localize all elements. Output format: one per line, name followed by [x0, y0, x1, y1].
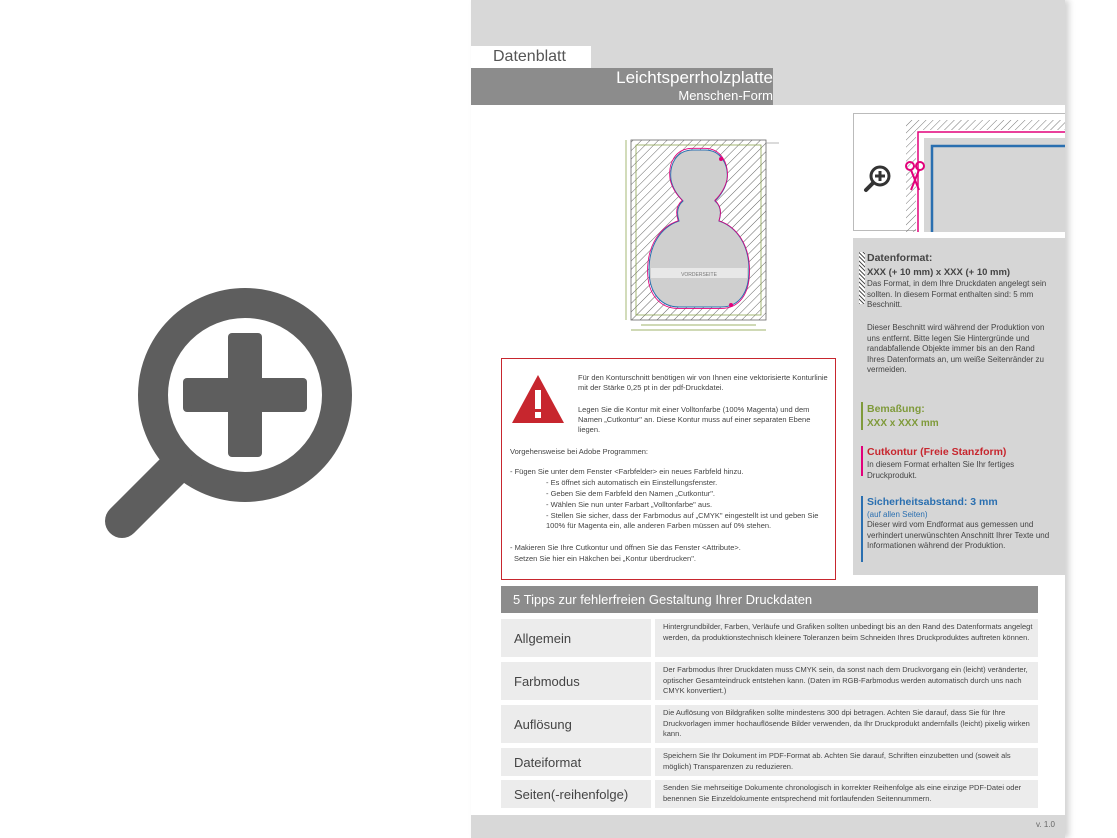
datasheet-label: Datenblatt — [471, 46, 591, 68]
tip-text: Senden Sie mehrseitige Dokumente chronologisch in korrekter Reihenfolge als eine einzige PDF-Datei oder benennen Sie Einzeldokumente entsprechend mit fortlaufenden Seitennummern. — [655, 780, 1038, 808]
tip-row — [501, 780, 1038, 808]
shape-drawing — [621, 135, 779, 340]
tip-label: Farbmodus — [501, 662, 651, 700]
tip-row — [501, 619, 1038, 657]
notice-step-6: - Makieren Sie Ihre Cutkontur und öffnen Sie das Fenster <Attribute>. — [510, 543, 741, 552]
cut-marker — [861, 446, 863, 476]
zoom-in-icon[interactable] — [866, 167, 889, 190]
safety-subtitle: (auf allen Seiten) — [867, 510, 928, 519]
cut-contour-description: In diesem Format erhalten Sie Ihr fertiges Druckprodukt. — [867, 460, 1015, 480]
bleed-description: Dieser Beschnitt wird während der Produktion von uns entfernt. Bitte legen Sie Hintergründe und randabfallende Objekte immer bis an den Rand Ihres Datenformats an, um weiße Seitenränder zu vermeiden. — [867, 323, 1045, 374]
tips-heading: 5 Tipps zur fehlerfreien Gestaltung Ihrer Druckdaten — [501, 586, 1038, 613]
tip-label: Allgemein — [501, 619, 651, 657]
warning-triangle-icon — [510, 373, 566, 425]
tip-row — [501, 705, 1038, 743]
tip-text: Speichern Sie Ihr Dokument im PDF-Format ab. Achten Sie darauf, Schriften einzubetten und (soweit als möglich) Transparenzen zu reduzieren. — [655, 748, 1038, 776]
tip-text: Der Farbmodus Ihrer Druckdaten muss CMYK sein, da sonst nach dem Druckvorgang ein (leicht) veränderter, optischer Gesamteindruck entstehen kann. (Daten im RGB-Farbmodus werden automatisch durch uns nach CMYK konvertiert.) — [655, 662, 1038, 700]
product-title: Leichtsperrholzplatte — [616, 68, 773, 87]
tip-text: Die Auflösung von Bildgrafiken sollte mindestens 300 dpi betragen. Achten Sie darauf, dass Sie für Ihre Druckvorlagen immer hochauflösende Bilder verwenden, da Ihr Druckprodukt andernfalls (leicht) pixelig wirken kann. — [655, 705, 1038, 743]
safety-marker — [861, 496, 863, 562]
datasheet-page — [471, 0, 1065, 838]
notice-step-3: - Geben Sie dem Farbfeld den Namen „Cutkontur". — [546, 489, 715, 498]
notice-step-2: - Es öffnet sich automatisch ein Einstellungsfenster. — [546, 478, 718, 487]
version-label: v. 1.0 — [1036, 820, 1055, 829]
notice-step-7: Setzen Sie hier ein Häkchen bei „Kontur überdrucken". — [514, 554, 696, 563]
notice-paragraph-2: Legen Sie die Kontur mit einer Volltonfarbe (100% Magenta) und dem Namen „Cutkontur" an. Diese Kontur muss auf einer separaten Ebene liegen. — [578, 405, 811, 434]
detail-zoom-card — [853, 113, 1065, 231]
size-title: Bemaßung: — [867, 403, 925, 415]
notice-paragraph-1: Für den Konturschnitt benötigen wir von Ihnen eine vektorisierte Konturlinie mit der Stärke 0,25 pt in der pdf-Druckdatei. — [578, 373, 828, 392]
footer-band — [471, 815, 1065, 838]
tip-label: Dateiformat — [501, 748, 651, 776]
format-title: Datenformat: — [867, 252, 933, 264]
format-description: Das Format, in dem Ihre Druckdaten angelegt sein sollten. In diesem Format enthalten sind: 5 mm Beschnitt. — [867, 279, 1047, 309]
front-side-label: VORDERSEITE — [681, 272, 717, 278]
safety-title: Sicherheitsabstand: 3 mm — [867, 496, 998, 508]
tip-row — [501, 748, 1038, 776]
zoom-in-magnifier-icon[interactable] — [100, 275, 430, 615]
tip-text: Hintergrundbilder, Farben, Verläufe und Grafiken sollten unbedingt bis an den Rand des Datenformats angelegt werden, da produktionstechnisch kleinere Toleranzen beim Schneiden Ihres Druckproduktes auftreten können. — [655, 619, 1038, 657]
size-value: XXX x XXX mm — [867, 418, 939, 429]
product-subtitle: Menschen-Form — [678, 88, 773, 103]
notice-step-4: - Wählen Sie nun unter Farbart „Volltonfarbe" aus. — [546, 500, 713, 509]
tip-label: Auflösung — [501, 705, 651, 743]
cut-contour-notice — [501, 358, 836, 580]
notice-procedure-heading: Vorgehensweise bei Adobe Programmen: — [510, 447, 649, 456]
tip-row — [501, 662, 1038, 700]
format-info-panel — [853, 238, 1065, 575]
safety-description: Dieser wird vom Endformat aus gemessen und verhindert unerwünschten Anschnitt Ihrer Texte und Informationen während der Produktion. — [867, 520, 1050, 550]
tip-label: Seiten(-reihenfolge) — [501, 780, 651, 808]
notice-step-5: - Stellen Sie sicher, dass der Farbmodus auf „CMYK" eingestellt ist und geben Sie 100% für Magenta ein, alle anderen Farben müssen auf 0% stehen. — [546, 511, 819, 530]
cut-contour-title: Cutkontur (Freie Stanzform) — [867, 446, 1007, 458]
size-marker — [861, 402, 863, 430]
header-notch — [773, 68, 1065, 105]
notice-step-1: - Fügen Sie unter dem Fenster <Farbfelder> ein neues Farbfeld hinzu. — [510, 467, 744, 476]
bleed-hatch-marker — [859, 252, 865, 304]
format-value: XXX (+ 10 mm) x XXX (+ 10 mm) — [867, 267, 1011, 278]
